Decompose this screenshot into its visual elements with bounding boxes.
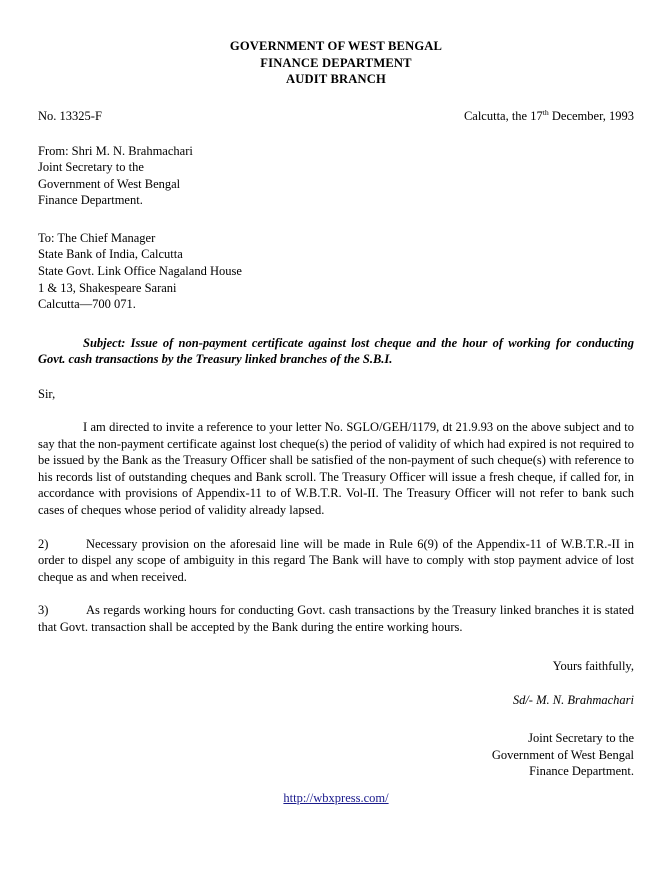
sender-designation: Joint Secretary to the <box>38 160 144 175</box>
place-date-suffix: December, 1993 <box>548 108 634 123</box>
paragraph-text-3: As regards working hours for conducting Govt. cash transactions by the Treasury linked branches it is stated that Govt. transaction shall be accepted by the Bank during the entire working hours. <box>38 603 634 634</box>
recipient-city-pin: Calcutta—700 071. <box>38 297 136 312</box>
place-and-date <box>464 109 634 124</box>
subject-line: Subject: Issue of non-payment certificate against lost cheque and the hour of working for conducting Govt. cash transactions by the Treasury linked branches of the S.B.I. <box>38 335 634 367</box>
signatory-government: Government of West Bengal <box>491 747 634 762</box>
recipient-bank: State Bank of India, Calcutta <box>38 247 183 262</box>
body-paragraph-3 <box>38 602 634 635</box>
source-website-link[interactable]: http://wbxpress.com/ <box>283 791 389 805</box>
sender-name: From: Shri M. N. Brahmachari <box>38 143 193 158</box>
recipient-office: State Govt. Link Office Nagaland House <box>38 264 242 279</box>
letterhead-line-branch: AUDIT BRANCH <box>286 72 386 86</box>
place-date-prefix: Calcutta, the 17 <box>463 108 543 123</box>
closing-salutation: Yours faithfully, <box>552 658 634 673</box>
sender-department: Finance Department. <box>38 193 143 208</box>
footer <box>0 789 672 807</box>
recipient-address-block <box>38 230 634 313</box>
recipient-title: To: The Chief Manager <box>38 230 156 245</box>
signatory-department: Finance Department. <box>529 764 634 779</box>
body-paragraph-1: I am directed to invite a reference to your letter No. SGLO/GEH/1179, dt 21.9.93 on the above subject and to say that the non-payment certificate against lost cheque(s) the period of validity of which had expired is not required to be issued by the Bank as the Treasury Officer shall be satisfied of the non-payment of such cheque(s) with reference to his records list of outstanding cheques and Bank scroll. The Treasury Officer will issue a fresh cheque, if called for, in accordance with provisions of Appendix-11 to of W.B.T.R. Vol-II. The Treasury Officer will not refer to bank such cases of cheques whose period of validity already lapsed. <box>38 420 634 517</box>
signatory-designation: Joint Secretary to the <box>528 731 634 746</box>
salutation: Sir, <box>38 387 56 402</box>
letterhead-line-department: FINANCE DEPARTMENT <box>260 55 412 70</box>
sender-government: Government of West Bengal <box>38 176 181 191</box>
recipient-street: 1 & 13, Shakespeare Sarani <box>38 280 177 295</box>
signature-line: Sd/- M. N. Brahmachari <box>512 693 634 708</box>
paragraph-text-2: Necessary provision on the aforesaid line will be made in Rule 6(9) of the Appendix-11 of W.B.T.R.-II in order to dispel any scope of ambiguity in this regard The Bank will have to comply with stop payment advice of lost cheque as and when received. <box>38 536 634 584</box>
reference-number: No. 13325-F <box>38 108 102 123</box>
letterhead <box>38 0 634 88</box>
paragraph-marker-2: 2) <box>38 536 49 551</box>
letterhead-line-government: GOVERNMENT OF WEST BENGAL <box>229 39 443 53</box>
body-paragraph-2 <box>38 536 634 586</box>
sender-address-block <box>38 143 634 209</box>
paragraph-marker-3: 3) <box>38 603 49 618</box>
reference-line <box>38 109 634 124</box>
date-ordinal-suffix: th <box>542 107 549 117</box>
signatory-designation-block <box>38 730 634 780</box>
